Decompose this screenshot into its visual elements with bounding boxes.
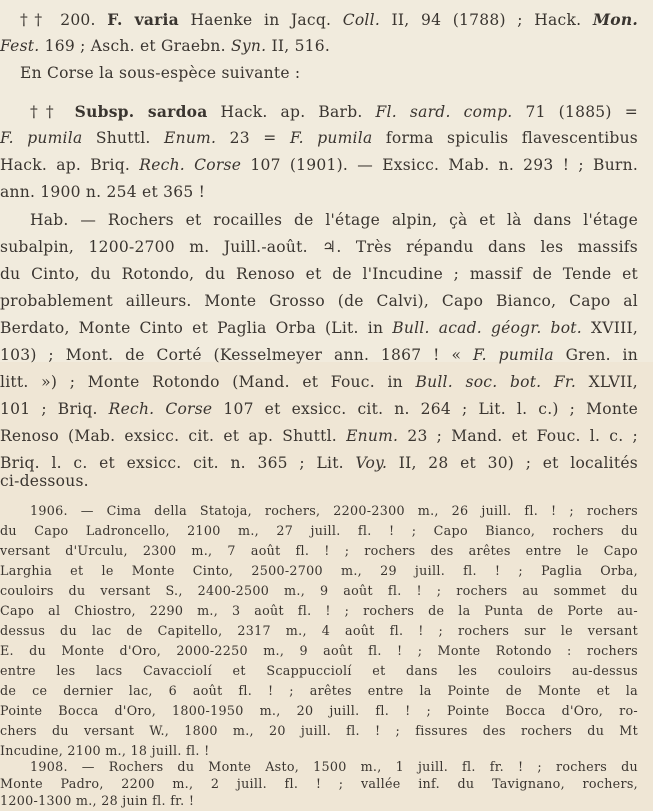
hab-line-10: Briq. l. c. et exsicc. cit. n. 365 ; Lit. Voy. II, 28 et 30) ; et localités — [0, 454, 638, 472]
y1906-line-6: Capo al Chiostro, 2290 m., 3 août fl. ! ; rochers de la Punta de Porte au- — [0, 603, 638, 618]
y1906-line-1: 1906. — Cima della Statoja, rochers, 2200-2300 m., 26 juill. fl. ! ; rochers — [30, 503, 638, 518]
hab-line-3: du Cinto, du Rotondo, du Renoso et de l'Incudine ; massif de Tende et — [0, 265, 638, 283]
hab-line-1: Hab. — Rochers et rocailles de l'étage alpin, çà et là dans l'étage — [30, 211, 638, 229]
entry-200-line-3: En Corse la sous-espèce suivante : — [20, 64, 301, 82]
hab-line-4: probablement ailleurs. Monte Grosso (de Calvi), Capo Bianco, Capo al — [0, 292, 638, 310]
y1906-line-7: dessus du lac de Capitello, 2317 m., 4 août fl. ! ; rochers sur le versant — [0, 623, 638, 638]
entry-200-line-2: Fest. 169 ; Asch. et Graebn. Syn. II, 516. — [0, 37, 331, 55]
subsp-line-4: ann. 1900 n. 254 et 365 ! — [0, 183, 206, 201]
y1906-line-2: du Capo Ladroncello, 2100 m., 27 juill. fl. ! ; Capo Bianco, rochers du — [0, 523, 638, 538]
y1906-line-11: Pointe Bocca d'Oro, 1800-1950 m., 20 juill. fl. ! ; Pointe Bocca d'Oro, ro- — [0, 703, 638, 718]
y1906-line-8: E. du Monte d'Oro, 2000-2250 m., 9 août fl. ! ; Monte Rotondo : rochers — [0, 643, 638, 658]
hab-line-11: ci-dessous. — [0, 472, 89, 490]
y1906-line-4: Larghia et le Monte Cinto, 2500-2700 m., 29 juill. fl. ! ; Paglia Orba, — [0, 563, 638, 578]
y1906-line-12: chers du versant W., 1800 m., 20 juill. fl. ! ; fissures des rochers du Mt — [0, 723, 638, 738]
hab-line-5: Berdato, Monte Cinto et Paglia Orba (Lit. in Bull. acad. géogr. bot. XVIII, — [0, 319, 638, 337]
subsp-line-2: F. pumila Shuttl. Enum. 23 = F. pumila forma spiculis flavescentibus — [0, 129, 638, 147]
y1908-line-2: Monte Padro, 2200 m., 2 juill. fl. ! ; vallée inf. du Tavignano, rochers, — [0, 776, 638, 791]
y1908-line-3: 1200-1300 m., 28 juin fl. fr. ! — [0, 793, 195, 808]
y1906-line-9: entre les lacs Cavacciolí et Scappucciolí et dans les couloirs au-dessus — [0, 663, 638, 678]
subsp-line-1: †† Subsp. sardoa Hack. ap. Barb. Fl. sard. comp. 71 (1885) = — [30, 102, 638, 121]
hab-line-2: subalpin, 1200-2700 m. Juill.-août. ♃. Très répandu dans les massifs — [0, 238, 638, 256]
hab-line-7: litt. ») ; Monte Rotondo (Mand. et Fouc. in Bull. soc. bot. Fr. XLVII, — [0, 373, 638, 391]
subsp-line-3: Hack. ap. Briq. Rech. Corse 107 (1901). — Exsicc. Mab. n. 293 ! ; Burn. — [0, 156, 638, 174]
y1906-line-13: Incudine, 2100 m., 18 juill. fl. ! — [0, 743, 210, 758]
hab-line-6: 103) ; Mont. de Corté (Kesselmeyer ann. 1867 ! « F. pumila Gren. in — [0, 346, 638, 364]
y1906-line-5: couloirs du versant S., 2400-2500 m., 9 août fl. ! ; rochers au sommet du — [0, 583, 638, 598]
y1906-line-3: versant d'Urculu, 2300 m., 7 août fl. ! ; rochers des arêtes entre le Capo — [0, 543, 638, 558]
entry-200-line-1: †† 200. F. varia Haenke in Jacq. Coll. II, 94 (1788) ; Hack. Mon. — [20, 10, 638, 29]
hab-line-8: 101 ; Briq. Rech. Corse 107 et exsicc. cit. n. 264 ; Lit. l. c.) ; Monte — [0, 400, 638, 418]
y1906-line-10: de ce dernier lac, 6 août fl. ! ; arêtes entre la Pointe de Monte et la — [0, 683, 638, 698]
y1908-line-1: 1908. — Rochers du Monte Asto, 1500 m., 1 juill. fl. fr. ! ; rochers du — [30, 759, 638, 774]
hab-line-9: Renoso (Mab. exsicc. cit. et ap. Shuttl. Enum. 23 ; Mand. et Fouc. l. c. ; — [0, 427, 638, 445]
